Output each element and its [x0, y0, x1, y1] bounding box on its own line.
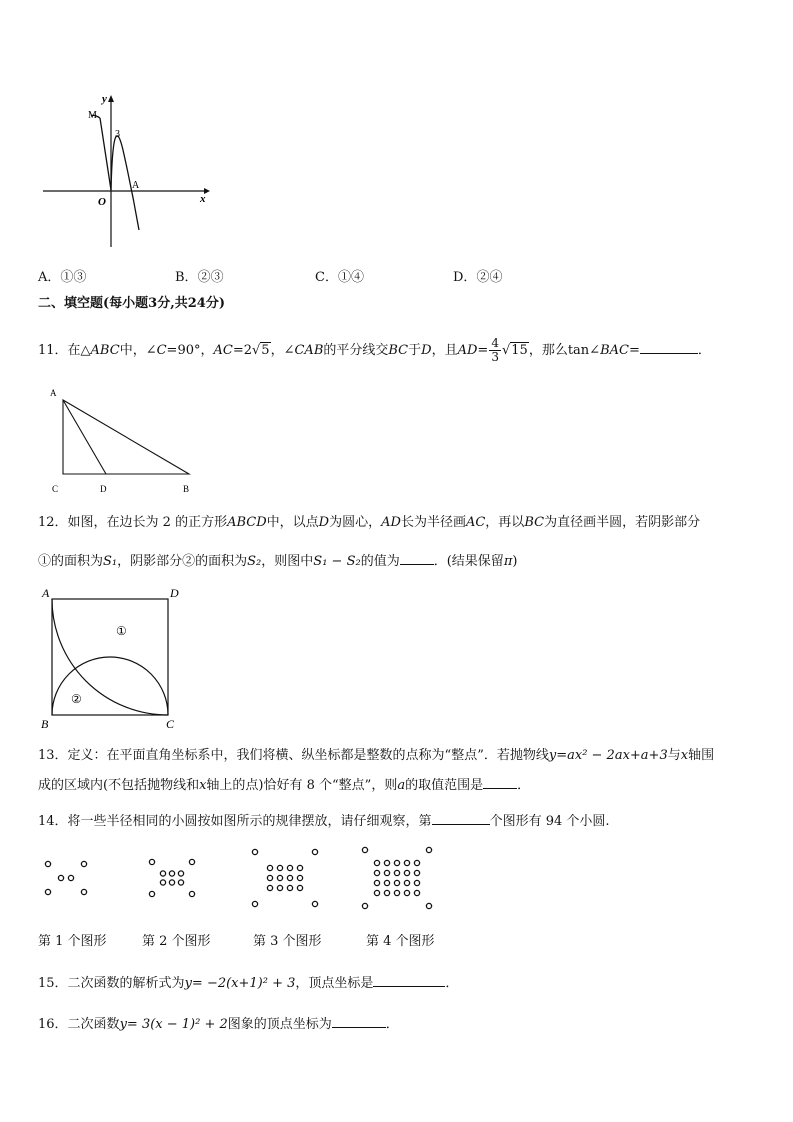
small-circle-fig4 [394, 860, 399, 865]
small-circle-fig3 [287, 865, 292, 870]
label-o: O [98, 196, 106, 208]
small-circle-fig3 [297, 875, 302, 880]
q13-line1: 13．定义：在平面直角坐标系中，我们将横、纵坐标都是整数的点称为“整点”．若抛物线y=ax² − 2ax+a+3与x轴围 [38, 748, 715, 763]
small-circle-fig2 [169, 871, 174, 876]
curve-m [100, 118, 111, 190]
q14-label-2: 第 2 个图形 [142, 934, 211, 949]
q12-square-figure [38, 584, 188, 734]
small-circle-fig3 [267, 865, 272, 870]
small-circle-fig2 [189, 891, 194, 896]
semicircle-bc [52, 657, 168, 715]
small-circle-fig1 [58, 875, 63, 880]
small-circle-fig1 [45, 889, 50, 894]
q10-graph-figure [38, 90, 218, 252]
small-circle-fig4 [394, 880, 399, 885]
small-circle-fig4 [384, 870, 389, 875]
small-circle-fig3 [312, 849, 317, 854]
small-circle-fig4 [374, 890, 379, 895]
q12-answer-blank[interactable] [400, 550, 434, 565]
small-circle-fig3 [312, 901, 317, 906]
small-circle-fig3 [277, 885, 282, 890]
small-circle-fig2 [169, 880, 174, 885]
q14-answer-blank[interactable] [432, 810, 490, 825]
label-x: x [200, 193, 206, 205]
small-circle-fig4 [384, 860, 389, 865]
small-circle-fig4 [374, 860, 379, 865]
vertex-b: B [183, 484, 190, 494]
small-circle-fig3 [287, 875, 292, 880]
vertex-a: A [42, 586, 50, 600]
vertex-c: C [166, 717, 175, 731]
small-circle-fig2 [178, 871, 183, 876]
q15-answer-blank[interactable] [373, 972, 445, 987]
label-3: 3 [115, 129, 120, 140]
small-circle-fig4 [404, 870, 409, 875]
q10-option-b[interactable]: B．②③ [175, 270, 224, 285]
small-circle-fig4 [426, 903, 431, 908]
q16-answer-blank[interactable] [332, 1013, 386, 1028]
small-circle-fig4 [374, 870, 379, 875]
q10-option-a[interactable]: A．①③ [38, 270, 87, 285]
vertex-d: D [170, 586, 179, 600]
small-circle-fig1 [81, 861, 86, 866]
small-circle-fig2 [149, 859, 154, 864]
small-circle-fig4 [394, 870, 399, 875]
arc-ac: AC [465, 515, 486, 530]
q12-line2: ①的面积为S₁，阴影部分②的面积为S₂，则图中S₁ − S₂的值为 ．(结果保留π) [38, 550, 517, 572]
triangle-abc [63, 400, 189, 474]
q11-answer-blank[interactable] [640, 339, 698, 354]
q11-triangle-figure [44, 382, 204, 498]
small-circle-fig3 [297, 865, 302, 870]
small-circle-fig3 [252, 849, 257, 854]
small-circle-fig4 [384, 890, 389, 895]
small-circle-fig4 [374, 880, 379, 885]
bisector-ad [63, 400, 106, 474]
small-circle-fig1 [81, 889, 86, 894]
q14-circle-patterns [30, 842, 450, 922]
small-circle-fig4 [394, 890, 399, 895]
q16-text: 16．二次函数y= 3(x − 1)² + 2图象的顶点坐标为 ． [38, 1013, 399, 1035]
q15-text: 15．二次函数的解析式为y= −2(x+1)² + 3，顶点坐标是 ． [38, 972, 458, 994]
small-circle-fig3 [277, 875, 282, 880]
small-circle-fig2 [149, 891, 154, 896]
small-circle-fig4 [404, 880, 409, 885]
vertex-b: B [41, 717, 49, 731]
small-circle-fig3 [297, 885, 302, 890]
q10-option-d[interactable]: D．②④ [453, 270, 503, 285]
small-circle-fig4 [414, 870, 419, 875]
q12-line1: 12．如图，在边长为 2 的正方形ABCD中，以点D为圆心，AD长为半径画AC，再以BC为直径画半圆，若阴影部分 [38, 515, 701, 530]
small-circle-fig4 [414, 860, 419, 865]
label-y: y [102, 93, 107, 105]
small-circle-fig4 [414, 890, 419, 895]
small-circle-fig4 [362, 847, 367, 852]
small-circle-fig2 [160, 880, 165, 885]
region-1: ① [116, 624, 127, 638]
small-circle-fig1 [45, 861, 50, 866]
q11-text: 11．在△ABC中，∠C=90°，AC=2√5，∠CAB的平分线交BC于D，且AD= $\frac{4}{3}$ √15，那么tan∠BAC= ． [38, 336, 711, 364]
small-circle-fig2 [160, 871, 165, 876]
q14-label-3: 第 3 个图形 [253, 934, 322, 949]
small-circle-fig1 [68, 875, 73, 880]
q14-label-4: 第 4 个图形 [366, 934, 435, 949]
q14-text: 14．将一些半径相同的小圆按如图所示的规律摆放，请仔细观察，第 个图形有 94 个小圆. [38, 810, 610, 832]
small-circle-fig4 [426, 847, 431, 852]
small-circle-fig4 [384, 880, 389, 885]
small-circle-fig4 [414, 880, 419, 885]
label-m: M [88, 110, 97, 121]
small-circle-fig3 [287, 885, 292, 890]
q13-line2: 成的区域内(不包括抛物线和x轴上的点)恰好有 8 个“整点”，则a的取值范围是 ． [38, 774, 530, 796]
label-a: A [132, 180, 140, 191]
small-circle-fig3 [267, 885, 272, 890]
small-circle-fig3 [267, 875, 272, 880]
small-circle-fig4 [362, 903, 367, 908]
q14-label-1: 第 1 个图形 [38, 934, 107, 949]
vertex-c: C [52, 484, 59, 494]
vertex-d: D [100, 484, 107, 494]
small-circle-fig2 [189, 859, 194, 864]
vertex-a: A [50, 388, 57, 398]
section-2-title: 二、填空题(每小题3分,共24分) [38, 296, 225, 311]
small-circle-fig4 [404, 860, 409, 865]
small-circle-fig3 [252, 901, 257, 906]
q13-answer-blank[interactable] [483, 774, 517, 789]
y-axis-arrow [108, 95, 114, 102]
region-2: ② [71, 692, 82, 706]
small-circle-fig2 [178, 880, 183, 885]
small-circle-fig3 [277, 865, 282, 870]
fraction-4-3: $\frac{4}{3}$ [491, 336, 499, 364]
q10-option-c[interactable]: C．①④ [315, 270, 364, 285]
small-circle-fig4 [404, 890, 409, 895]
